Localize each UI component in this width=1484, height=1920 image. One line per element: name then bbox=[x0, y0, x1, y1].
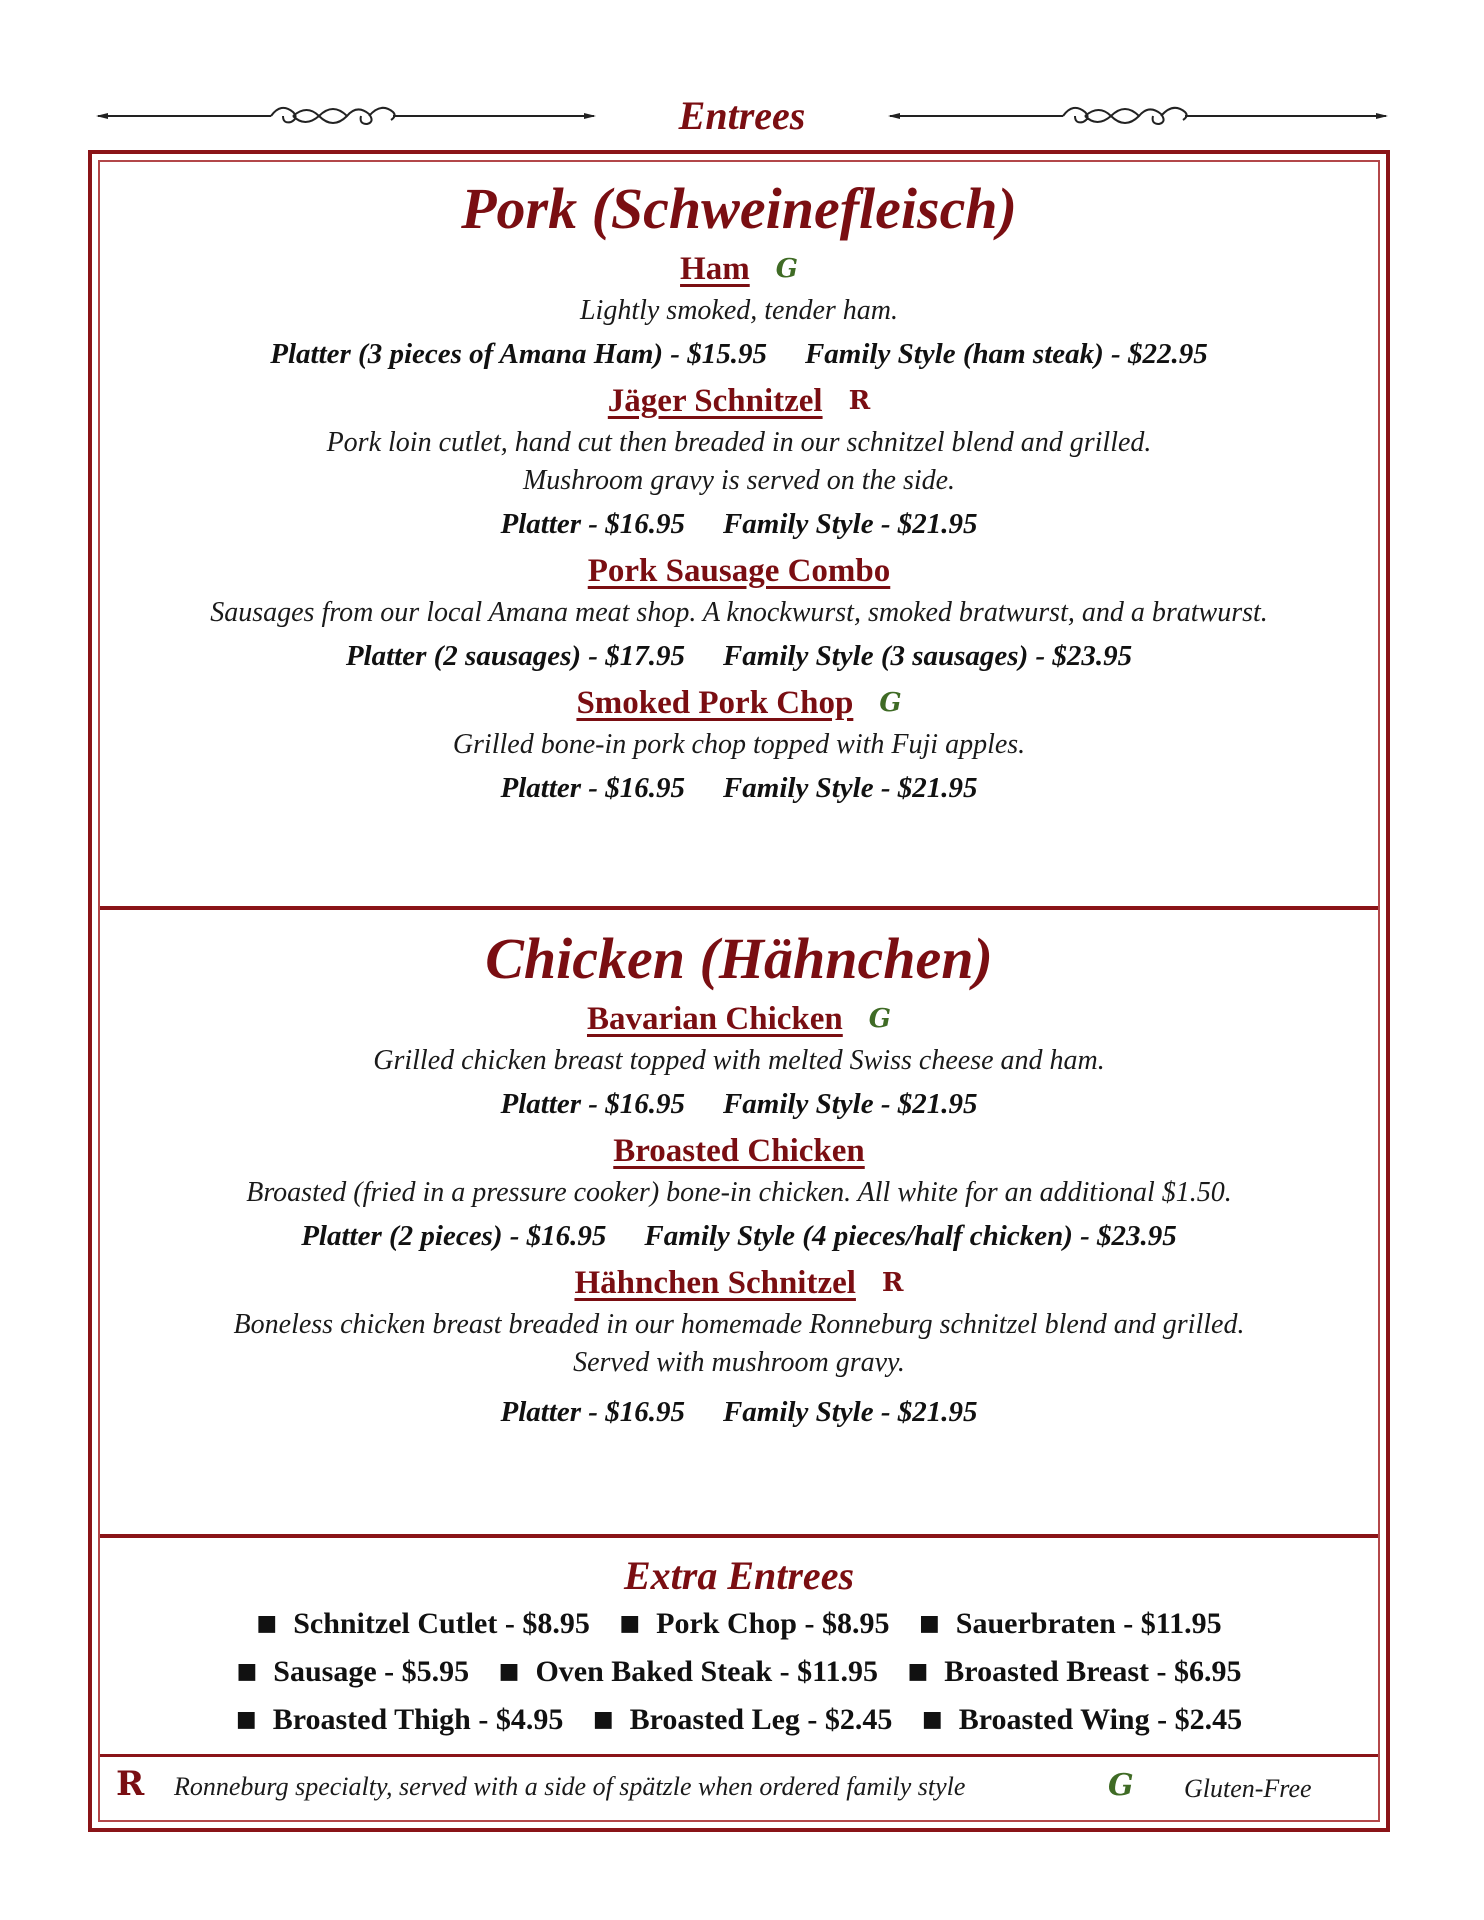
extra-item bbox=[919, 1607, 1222, 1640]
item-prices bbox=[102, 500, 1376, 548]
menu-item-jager-schnitzel bbox=[102, 378, 1376, 548]
ronneburg-specialty-icon: R bbox=[116, 1764, 145, 1804]
item-name: Smoked Pork Chop bbox=[576, 685, 854, 721]
section-divider bbox=[100, 1534, 1378, 1538]
family-style-price: Family Style - $21.95 bbox=[722, 1088, 978, 1120]
platter-price: Platter - $16.95 bbox=[500, 1396, 685, 1428]
item-prices bbox=[102, 1388, 1376, 1436]
item-prices bbox=[102, 764, 1376, 812]
extra-item bbox=[236, 1703, 563, 1736]
extra-item bbox=[593, 1703, 893, 1736]
gluten-free-icon: G bbox=[1108, 1768, 1134, 1803]
platter-price: Platter (2 sausages) - $17.95 bbox=[345, 640, 685, 672]
platter-price: Platter (2 pieces) - $16.95 bbox=[301, 1220, 607, 1252]
extra-item-label: Broasted Leg - $2.45 bbox=[629, 1703, 893, 1736]
square-bullet-icon: ■ bbox=[592, 1707, 614, 1732]
chicken-section-title: Chicken (Hähnchen) bbox=[485, 926, 993, 991]
item-description: Broasted (fried in a pressure cooker) bone-in chicken. All white for an additional $1.50. bbox=[246, 1177, 1232, 1208]
platter-price: Platter - $16.95 bbox=[500, 508, 685, 540]
square-bullet-icon: ■ bbox=[236, 1659, 258, 1684]
gluten-free-legend: Gluten-Free bbox=[1184, 1774, 1312, 1803]
extra-item bbox=[499, 1655, 878, 1688]
square-bullet-icon: ■ bbox=[907, 1659, 929, 1684]
gluten-free-icon: G bbox=[879, 688, 902, 718]
extra-item-label: Pork Chop - $8.95 bbox=[656, 1607, 890, 1640]
pork-section bbox=[102, 176, 1376, 812]
item-description-line-2: Served with mushroom gravy. bbox=[573, 1347, 905, 1378]
platter-price: Platter - $16.95 bbox=[500, 1088, 685, 1120]
item-name: Ham bbox=[680, 251, 750, 287]
square-bullet-icon: ■ bbox=[921, 1707, 943, 1732]
square-bullet-icon: ■ bbox=[619, 1611, 641, 1636]
extra-item-label: Broasted Thigh - $4.95 bbox=[272, 1703, 564, 1736]
item-description: Boneless chicken breast breaded in our homemade Ronneburg schnitzel blend and grilled. bbox=[233, 1309, 1245, 1340]
extras-row bbox=[102, 1696, 1376, 1744]
item-prices bbox=[102, 1212, 1376, 1260]
menu-item-bavarian-chicken bbox=[102, 996, 1376, 1128]
family-style-price: Family Style (ham steak) - $22.95 bbox=[804, 338, 1208, 370]
item-name: Hähnchen Schnitzel bbox=[574, 1265, 856, 1301]
extra-item bbox=[237, 1655, 470, 1688]
item-name: Pork Sausage Combo bbox=[587, 553, 891, 589]
item-name: Jäger Schnitzel bbox=[607, 383, 823, 419]
menu-header bbox=[96, 88, 1388, 144]
item-description: Grilled bone-in pork chop topped with Fuji apples. bbox=[452, 729, 1026, 760]
extra-entrees-section bbox=[102, 1552, 1376, 1744]
extra-item-label: Broasted Wing - $2.45 bbox=[958, 1703, 1243, 1736]
ronneburg-specialty-legend: Ronneburg specialty, served with a side of spätzle when ordered family style bbox=[174, 1772, 966, 1801]
extra-item-label: Oven Baked Steak - $11.95 bbox=[535, 1655, 878, 1688]
family-style-price: Family Style (4 pieces/half chicken) - $23.95 bbox=[644, 1220, 1177, 1252]
family-style-price: Family Style - $21.95 bbox=[722, 1396, 978, 1428]
extras-row bbox=[102, 1600, 1376, 1648]
square-bullet-icon: ■ bbox=[256, 1611, 278, 1636]
item-description: Grilled chicken breast topped with melted Swiss cheese and ham. bbox=[373, 1045, 1105, 1076]
menu-item-smoked-pork-chop bbox=[102, 680, 1376, 812]
gluten-free-icon: G bbox=[868, 1004, 891, 1034]
extra-item bbox=[922, 1703, 1242, 1736]
chicken-section bbox=[102, 926, 1376, 1436]
extra-item bbox=[619, 1607, 889, 1640]
family-style-price: Family Style - $21.95 bbox=[722, 772, 978, 804]
platter-price: Platter (3 pieces of Amana Ham) - $15.95 bbox=[270, 338, 767, 370]
item-description: Pork loin cutlet, hand cut then breaded in our schnitzel blend and grilled. bbox=[326, 427, 1152, 458]
item-prices bbox=[102, 330, 1376, 378]
square-bullet-icon: ■ bbox=[498, 1659, 520, 1684]
platter-price: Platter - $16.95 bbox=[500, 772, 685, 804]
ronneburg-specialty-icon: R bbox=[848, 386, 871, 416]
item-name: Bavarian Chicken bbox=[586, 1001, 843, 1037]
square-bullet-icon: ■ bbox=[918, 1611, 940, 1636]
item-description-line-2: Mushroom gravy is served on the side. bbox=[522, 465, 956, 496]
gluten-free-icon: G bbox=[775, 254, 798, 284]
item-prices bbox=[102, 1080, 1376, 1128]
family-style-price: Family Style - $21.95 bbox=[722, 508, 978, 540]
item-description: Lightly smoked, tender ham. bbox=[579, 295, 899, 326]
square-bullet-icon: ■ bbox=[235, 1707, 257, 1732]
ronneburg-specialty-icon: R bbox=[881, 1268, 904, 1298]
legend bbox=[102, 1758, 1376, 1818]
extra-item-label: Broasted Breast - $6.95 bbox=[944, 1655, 1242, 1688]
item-prices bbox=[102, 632, 1376, 680]
menu-item-pork-sausage-combo bbox=[102, 548, 1376, 680]
item-name: Broasted Chicken bbox=[613, 1133, 865, 1169]
menu-item-ham bbox=[102, 246, 1376, 378]
pork-section-title: Pork (Schweinefleisch) bbox=[461, 176, 1017, 241]
menu-frame bbox=[88, 150, 1390, 1832]
legend-divider bbox=[100, 1754, 1378, 1757]
family-style-price: Family Style (3 sausages) - $23.95 bbox=[722, 640, 1133, 672]
extras-section-title: Extra Entrees bbox=[623, 1553, 855, 1598]
item-description: Sausages from our local Amana meat shop. A knockwurst, smoked bratwurst, and a bratwurst. bbox=[210, 597, 1268, 628]
extra-item-label: Schnitzel Cutlet - $8.95 bbox=[293, 1607, 590, 1640]
extra-item bbox=[256, 1607, 589, 1640]
extra-item-label: Sauerbraten - $11.95 bbox=[955, 1607, 1222, 1640]
extra-item-label: Sausage - $5.95 bbox=[273, 1655, 470, 1688]
right-flourish-ornament bbox=[888, 96, 1388, 136]
section-divider bbox=[100, 906, 1378, 910]
extras-row bbox=[102, 1648, 1376, 1696]
menu-item-hahnchen-schnitzel bbox=[102, 1260, 1376, 1436]
page-title: Entrees bbox=[678, 93, 806, 138]
menu-item-broasted-chicken bbox=[102, 1128, 1376, 1260]
extra-item bbox=[908, 1655, 1242, 1688]
